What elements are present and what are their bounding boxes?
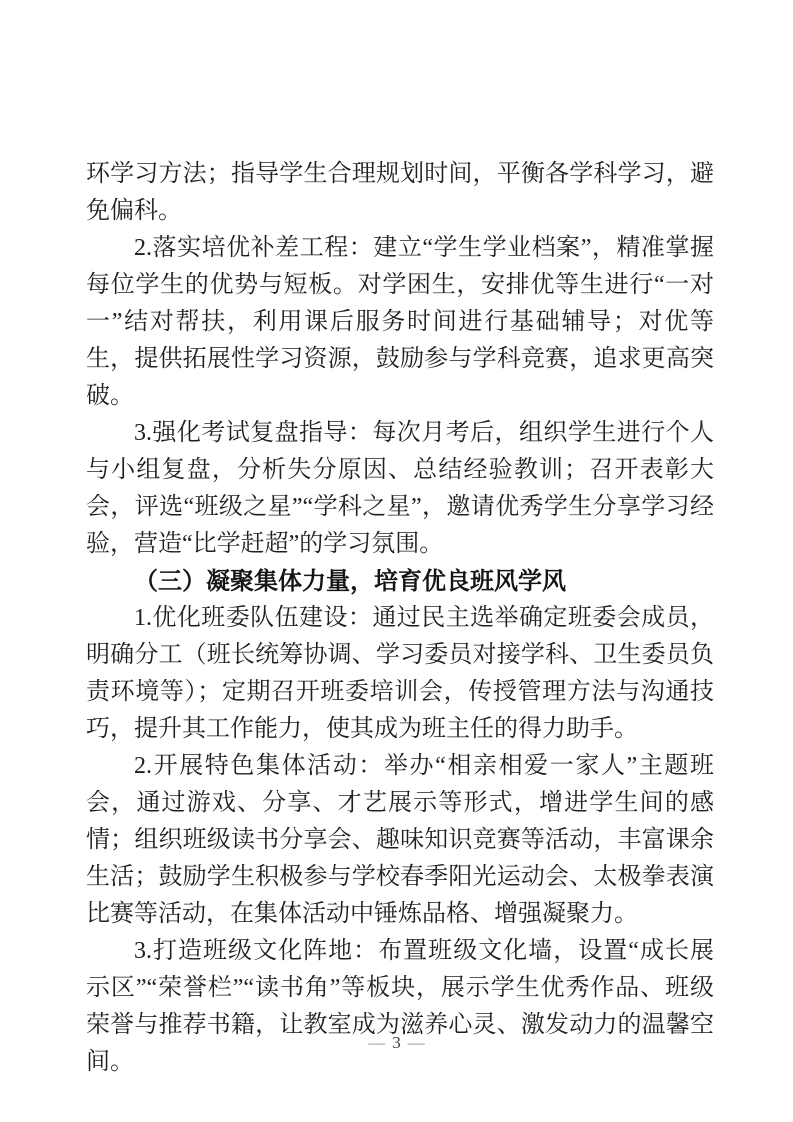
footer-dash-right: — [407,1033,425,1052]
body-paragraph: 1.优化班委队伍建设：通过民主选举确定班委会成员，明确分工（班长统筹协调、学习委员对接学科、卫生委员负责环境等）；定期召开班委培训会，传授管理方法与沟通技巧，提升其工作能力，使其成为班主任的得力助手。 [86,605,714,742]
body-paragraph: 3.打造班级文化阵地：布置班级文化墙，设置“成长展示区”“荣誉栏”“读书角”等板块，展示学生优秀作品、班级荣誉与推荐书籍，让教室成为滋养心灵、激发动力的温馨空间。 [86,938,714,1075]
page-footer [0,1033,793,1053]
body-paragraph: 3.强化考试复盘指导：每次月考后，组织学生进行个人与小组复盘，分析失分原因、总结经验教训；召开表彰大会，评选“班级之星”“学科之星”，邀请优秀学生分享学习经验，营造“比学赶超”的学习氛围。 [86,420,714,557]
body-paragraph-continued: 环学习方法；指导学生合理规划时间，平衡各学科学习，避免偏科。 [86,161,714,224]
document-body [86,156,714,1081]
section-heading: （三）凝聚集体力量，培育优良班风学风 [134,568,566,595]
body-paragraph: 2.落实培优补差工程：建立“学生学业档案”，精准掌握每位学生的优势与短板。对学困生，安排优等生进行“一对一”结对帮扶，利用课后服务时间进行基础辅导；对优等生，提供拓展性学习资源，鼓励参与学科竞赛，追求更高突破。 [86,235,714,409]
body-paragraph: 2.开展特色集体活动：举办“相亲相爱一家人”主题班会，通过游戏、分享、才艺展示等形式，增进学生间的感情；组织班级读书分享会、趣味知识竞赛等活动，丰富课余生活；鼓励学生积极参与学校春季阳光运动会、太极拳表演比赛等活动，在集体活动中锤炼品格、增强凝聚力。 [86,753,714,927]
page-number: 3 [392,1033,401,1052]
footer-dash-left: — [368,1033,386,1052]
